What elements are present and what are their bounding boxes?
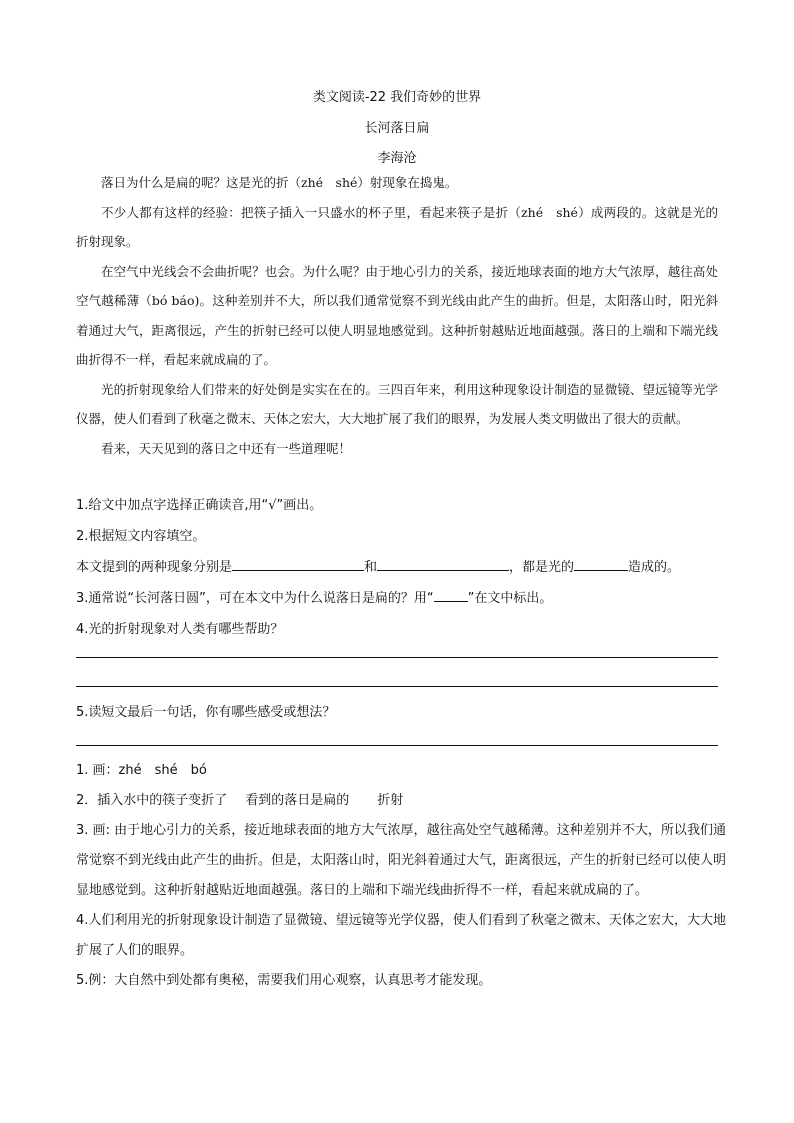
article-title: 长河落日扁 — [364, 121, 430, 136]
q3-suffix: ”在文中标出。 — [467, 591, 553, 606]
answer-2-part-3: 折射 — [377, 793, 404, 808]
article-author: 李海沧 — [377, 151, 417, 166]
answer-2 — [76, 786, 726, 816]
passage-paragraph-2: 不少人都有这样的经验：把筷子插入一只盛水的杯子里，看起来筷子是折（zhé shé）成两段的。这就是光的折射现象。 — [76, 204, 718, 249]
q3-prefix: 3.通常说“长河落日圆”，可在本文中为什么说落日是扁的？用“ — [76, 591, 434, 606]
answer-3: 3. 画: 由于地心引力的关系，接近地球表面的地方大气浓厚，越往高处空气越稀薄。这种差别并不大，所以我们通常觉察不到光线由此产生的曲折。但是，太阳落山时，阳光斜着通过大气，距离很远，产生的折射已经可以使人明显地感觉到。这种折射越贴近地面越强。落日的上端和下端光线曲折得不一样，看起来就成扁的了。 — [76, 823, 727, 898]
q4-answer-line-1[interactable] — [76, 657, 718, 658]
worksheet-title: 类文阅读-22 我们奇妙的世界 — [312, 90, 482, 105]
q2-blank-1[interactable] — [232, 556, 364, 571]
q4-answer-line-2[interactable] — [76, 686, 718, 687]
question-4: 4.光的折射现象对人类有哪些帮助？ — [76, 622, 284, 637]
answer-key — [76, 756, 726, 996]
question-section — [76, 490, 726, 645]
q2-prefix: 本文提到的两种现象分别是 — [76, 560, 233, 575]
reading-passage — [76, 168, 718, 463]
answer-2-part-1: 2．插入水中的筷子变折了 — [76, 793, 228, 808]
question-2-fill — [76, 552, 726, 583]
question-5-block — [76, 697, 726, 728]
passage-paragraph-3: 在空气中光线会不会曲折呢？也会。为什么呢？由于地心引力的关系，接近地球表面的地方大气浓厚，越往高处空气越稀薄（bó báo)。这种差别并不大，所以我们通常觉察不到光线由此产生的曲折。但是，太阳落山时，阳光斜着通过大气，距离很远，产生的折射已经可以使人明显地感觉到。这种折射越贴近地面越强。落日的上端和下端光线曲折得不一样，看起来就成扁的了。 — [76, 263, 718, 367]
answer-4: 4.人们利用光的折射现象设计制造了显微镜、望远镜等光学仪器，使人们看到了秋毫之微末、天体之宏大，大大地扩展了人们的眼界。 — [76, 913, 726, 958]
question-5: 5.读短文最后一句话，你有哪些感受或想法？ — [76, 705, 336, 720]
q3-underline-mark — [434, 587, 468, 602]
q2-suffix: 造成的。 — [628, 560, 681, 575]
q2-blank-3[interactable] — [574, 556, 628, 571]
question-3 — [76, 583, 726, 614]
passage-paragraph-1: 落日为什么是扁的呢？这是光的折（zhé shé）射现象在捣鬼。 — [101, 175, 458, 190]
answer-1: 1. 画：zhé shé bó — [76, 763, 207, 778]
q2-mid: ，都是光的 — [509, 560, 575, 575]
q2-and: 和 — [364, 560, 378, 575]
question-1: 1.给文中加点字选择正确读音,用“√”画出。 — [76, 498, 323, 513]
question-2: 2.根据短文内容填空。 — [76, 529, 206, 544]
passage-paragraph-4: 光的折射现象给人们带来的好处倒是实实在在的。三四百年来，利用这种现象设计制造的显微镜、望远镜等光学仪器，使人们看到了秋毫之微末、天体之宏大，大大地扩展了我们的眼界，为发展人类文明做出了很大的贡献。 — [76, 381, 718, 426]
q2-blank-2[interactable] — [377, 556, 509, 571]
answer-5: 5.例：大自然中到处都有奥秘，需要我们用心观察，认真思考才能发现。 — [76, 973, 492, 988]
answer-2-part-2: 看到的落日是扁的 — [245, 793, 350, 808]
passage-paragraph-5: 看来，天天见到的落日之中还有一些道理呢！ — [101, 440, 352, 456]
q5-answer-line[interactable] — [76, 745, 718, 746]
